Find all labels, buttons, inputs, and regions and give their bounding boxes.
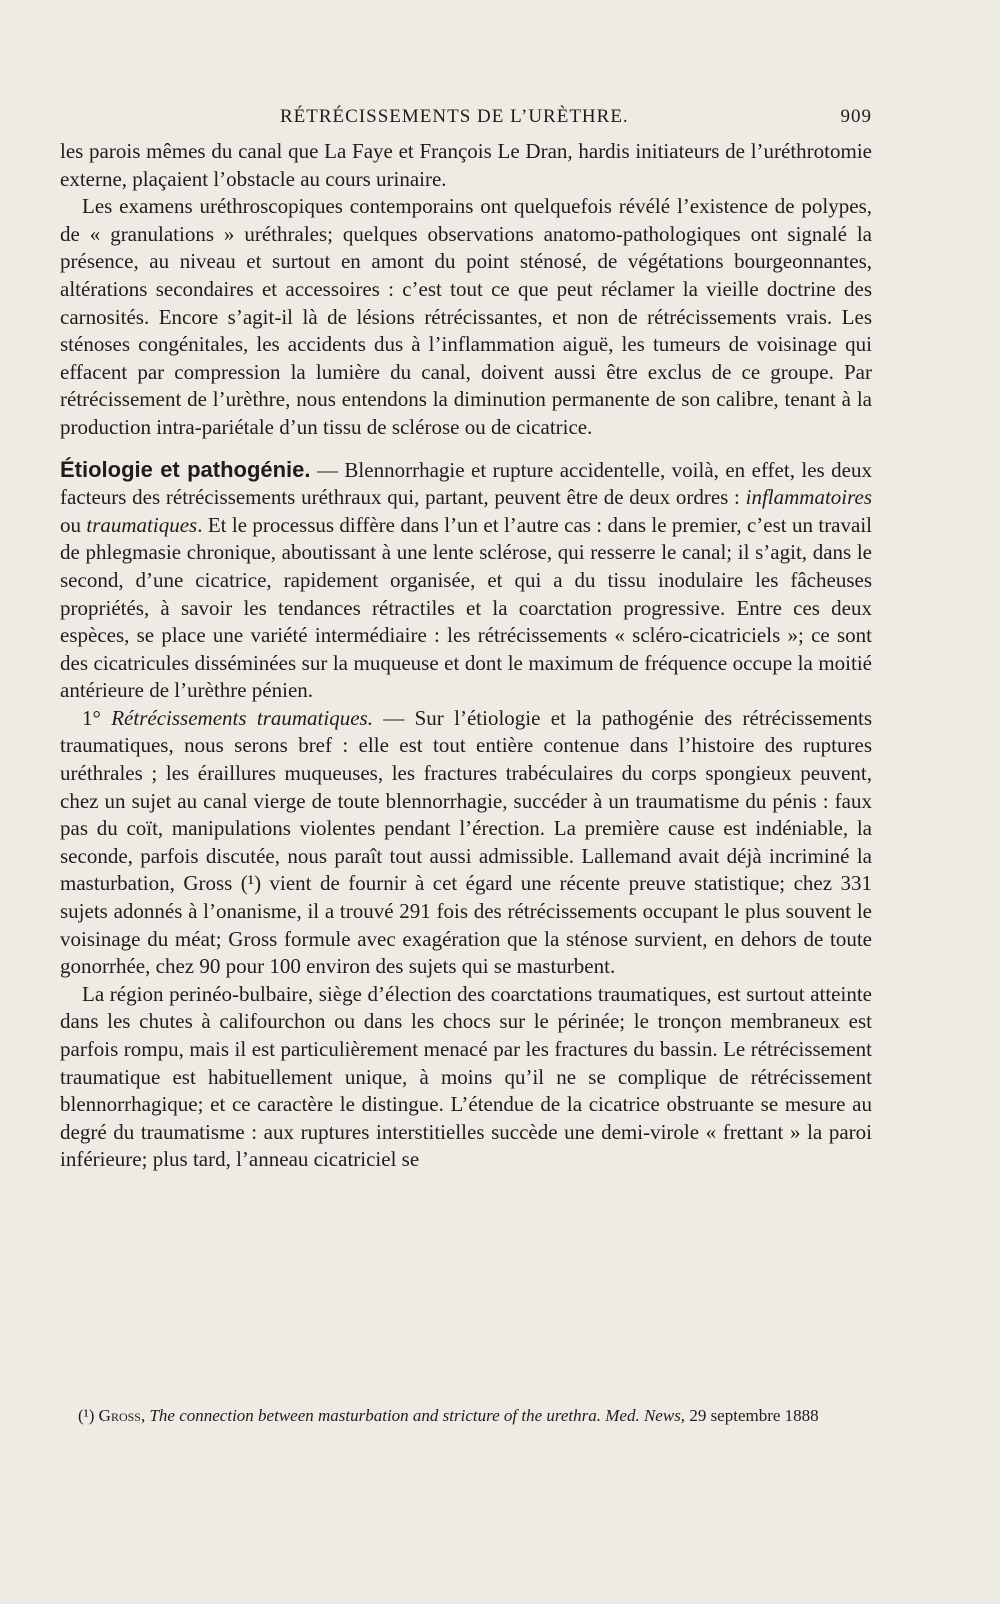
text-run: — Blennorrhagie et rupture accidentelle, voilà, en effet, les deux facteurs des rétrécissements uréthraux qui, partant, peuvent être de deux ordres : xyxy=(60,457,872,510)
text-run: . Et le processus diffère dans l’un et l’autre cas : dans le premier, c’est un travail de phlegmasie chronique, aboutissant à une lente sclérose, qui resserre le canal; il s’agit, dans le second, d’une cicatrice, rapidement organisée, et qui a du tissu inodulaire les fâcheuses propriétés, à savoir les tendances rétractiles et la coarctation progressive. Entre ces deux espèces, se place une variété intermédiaire : les rétrécissements « scléro-cicatriciels »; ce sont des cicatricules disséminées sur la muqueuse et dont le maximum de fréquence occupe la moitié antérieure de l’urèthre pénien. xyxy=(60,512,872,703)
footnote-text: (¹) Gross, The connection between masturbation and stricture of the urethra. Med. News, 29 septembre 1888 xyxy=(78,1406,819,1425)
italic-term: inflammatoires xyxy=(745,485,872,510)
footnote xyxy=(60,1405,872,1427)
paragraph-continuation: les parois mêmes du canal que La Faye et François Le Dran, hardis initiateurs de l’uréthrotomie externe, plaçaient l’obstacle au cours urinaire. xyxy=(60,139,872,191)
paragraph-region: La région perinéo-bulbaire, siège d’élection des coarctations traumatiques, est surtout atteinte dans les chutes à califourchon ou dans les chocs sur le périnée; le tronçon membraneux est parfois rompu, mais il est particulièrement menacé par les fractures du bassin. Le rétrécissement traumatique est habituellement unique, à moins qu’il ne se complique de rétrécissement blennorrhagique; et ce caractère le distingue. L’étendue de la cicatrice obstruante se mesure au degré du traumatisme : aux ruptures interstitielles succède une demi-virole « frettant » la paroi inférieure; plus tard, l’anneau cicatriciel se xyxy=(60,981,872,1172)
text-run: ou xyxy=(60,512,87,537)
page-number: 909 xyxy=(840,106,872,127)
footnote-marker: (¹) xyxy=(78,1406,99,1425)
running-title: RÉTRÉCISSEMENTS DE L’URÈTHRE. xyxy=(280,106,629,127)
subsection-number: 1° xyxy=(82,705,112,730)
paragraph-etiologie xyxy=(60,456,872,705)
running-header xyxy=(60,106,872,128)
subsection-heading: Rétrécissements traumatiques. xyxy=(111,705,373,730)
paragraph-traumatiques xyxy=(60,705,872,981)
section-heading: Étiologie et pathogénie. xyxy=(60,456,311,482)
body-text xyxy=(60,138,872,1174)
footnote-date: 29 septembre 1888 xyxy=(685,1406,819,1425)
footnote-author: Gross xyxy=(98,1406,141,1425)
footnote-citation: The connection between masturbation and stricture of the urethra. Med. News, xyxy=(149,1406,686,1425)
italic-term: traumatiques xyxy=(86,512,198,537)
text-run: — Sur l’étiologie et la pathogénie des rétrécissements traumatiques, nous serons bref : elle est tout entière contenue dans l’histoire des ruptures uréthrales ; les éraillures muqueuses, les fractures trabéculaires du corps spongieux peuvent, chez un sujet au canal vierge de toute blennorrhagie, succéder à un traumatisme du pénis : faux pas du coït, manipulations violentes pendant l’érection. La première cause est indéniable, la seconde, parfois discutée, nous paraît tout aussi admissible. Lallemand avait déjà incriminé la masturbation, Gross (¹) vient de fournir à cet égard une récente preuve statistique; chez 331 sujets adonnés à l’onanisme, il a trouvé 291 fois des rétrécissements occupant le plus souvent le voisinage du méat; Gross formule avec exagération que la sténose survient, en dehors de toute gonorrhée, chez 90 pour 100 environ des sujets qui se masturbent. xyxy=(60,705,872,979)
paragraph-definition: Les examens uréthroscopiques contemporains ont quelquefois révélé l’existence de polypes, de « granulations » uréthrales; quelques observations anatomo-pathologiques ont signalé la présence, au niveau et surtout en amont du point sténosé, de végétations bourgeonnantes, altérations secondaires et accessoires : c’est tout ce que peut réclamer la vieille doctrine des carnosités. Encore s’agit-il là de lésions rétrécissantes, et non de rétrécissements vrais. Les sténoses congénitales, les accidents dus à l’inflammation aiguë, les tumeurs de voisinage qui effacent par compression la lumière du canal, doivent aussi être exclus de ce groupe. Par rétrécissement de l’urèthre, nous entendons la diminution permanente de son calibre, tenant à la production intra-pariétale d’un tissu de sclérose ou de cicatrice. xyxy=(60,194,872,439)
